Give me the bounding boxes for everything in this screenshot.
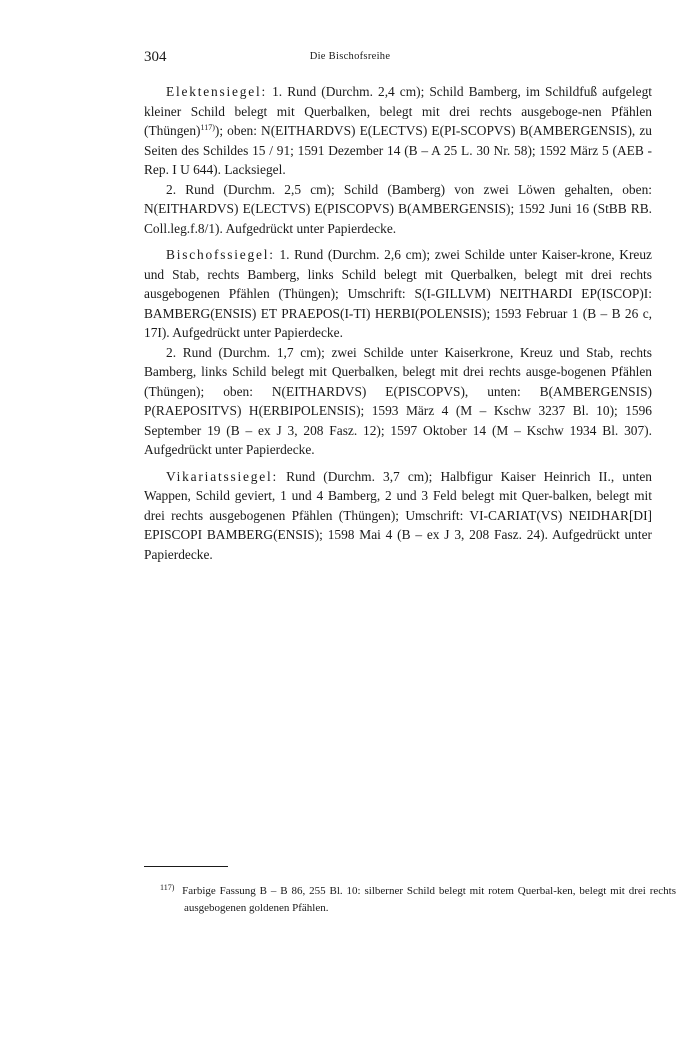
section-label: Elektensiegel:: [166, 84, 268, 99]
paragraph: 2. Rund (Durchm. 2,5 cm); Schild (Bamberg) von zwei Löwen gehalten, oben: N(EITHARDVS) E(LECTVS) E(PISCOPVS) B(AMBERGENSIS); 1592 Juni 16 (StBB RB. Coll.leg.f.8/1). Aufgedrückt unter Papierdecke.: [144, 181, 652, 236]
paragraph-text: ); oben: N(EITHARDVS) E(LECTVS) E(PI-SCOPVS) B(AMBERGENSIS), zu Seiten des Schildes 15 / 91; 1591 Dezember 14 (B – A 25 L. 30 Nr. 58); 1592 März 5 (AEB -Rep. I U 644). Lacksiegel.: [144, 123, 652, 177]
running-head: Die Bischofsreihe: [309, 51, 391, 62]
section-label: Vikariatssiegel:: [166, 468, 279, 484]
paragraph: 2. Rund (Durchm. 1,7 cm); zwei Schilde unter Kaiserkrone, Kreuz und Stab, rechts Bamberg, links Schild belegt mit Querbalken, belegt mit drei rechts ausge-bogenen Pfählen (Thüngen); oben: N(EITHARDVS) E(PISCOPVS), unten: B(AMBERGENSIS) P(RAEPOSITVS) H(ERBIPOLENSIS); 1593 März 4 (M – Kschw 3237 Bl. 10); 1596 September 19 (B – ex J 3, 208 Fasz. 12); 1597 Oktober 14 (M – Kschw 1934 Bl. 307). Aufgedrückt unter Papierdecke.: [144, 344, 652, 457]
footnote: $^{117)}$ Farbige Fassung B – B 86, 255 Bl. 10: silberner Schild belegt mit rotem Querbal-ken, belegt mit drei rechts ausgebogenen goldenen Pfählen.: [160, 883, 676, 914]
section-vikariatssiegel: [144, 467, 652, 565]
footnote-divider: [144, 866, 228, 867]
body-text: [144, 82, 652, 571]
footnote-number: 117: [160, 883, 172, 892]
paragraph: [144, 245, 652, 343]
paragraph-text: 1. Rund (Durchm. 2,6 cm); zwei Schilde unter Kaiser-krone, Kreuz und Stab, rechts Bamberg, links Schild belegt mit Querbalken, belegt mit drei rechts ausgebogenen Pfählen (Thüngen); Umschrift: S(I-GILLVM) NEITHARDI EP(ISCOP)I: BAMBERG(ENSIS) ET PRAEPOS(I-TI) HERBI(POLENSIS); 1593 Februar 1 (B – B 26 c, 17I). Aufgedrückt unter Papierdecke.: [144, 247, 652, 340]
footnote-text: Farbige Fassung B – B 86, 255 Bl. 10: silberner Schild belegt mit rotem Querbal-ken, belegt mit drei rechts ausgebogenen goldenen Pfählen.: [182, 885, 676, 914]
paragraph-text: Rund (Durchm. 3,7 cm); Halbfigur Kaiser Heinrich II., unten Wappen, Schild geviert, 1 und 4 Bamberg, 2 und 3 Feld belegt mit Quer-balken, belegt mit drei rechts ausgebogenen Pfählen (Thüngen); Umschrift: VI-CARIAT(VS) NEIDHAR[DI] EPISCOPI BAMBERG(ENSIS); 1598 Mai 4 (B – ex J 3, 208 Fasz. 24). Aufgedrückt unter Papierdecke.: [144, 468, 652, 562]
section-bischofssiegel: [144, 245, 652, 460]
paragraph: [144, 82, 652, 180]
section-label: Bischofssiegel:: [166, 247, 275, 262]
page-number: 304: [144, 49, 167, 65]
footnote-reference[interactable]: 117): [200, 123, 215, 132]
section-elektensiegel: [144, 82, 652, 238]
paragraph: [144, 467, 652, 565]
paragraph-text: 1. Rund (Durchm. 2,4 cm); Schild Bamberg, im Schildfuß aufgelegt kleiner Schild belegt mit Querbalken, belegt mit drei rechts ausgeboge-nen Pfählen (Thüngen): [144, 84, 652, 138]
